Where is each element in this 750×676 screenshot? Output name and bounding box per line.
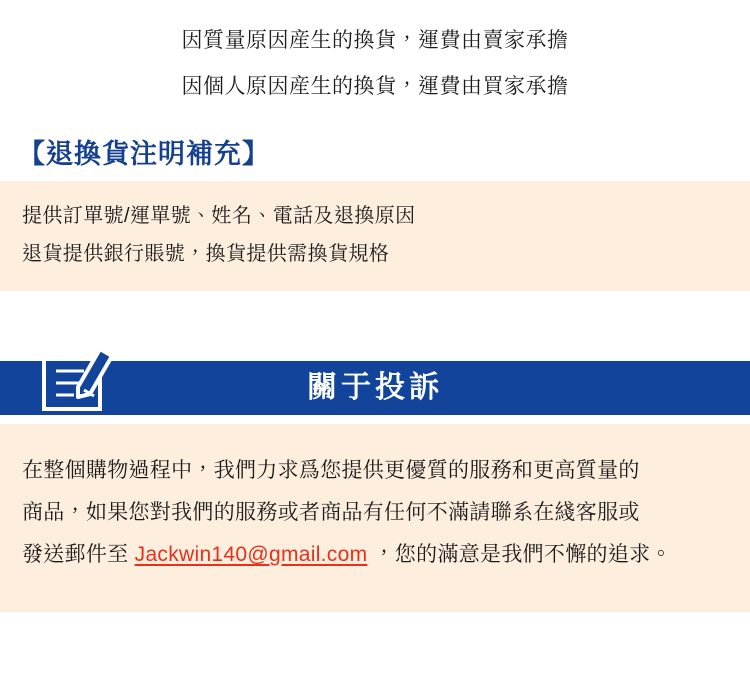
- policy-line-personal: 因個人原因産生的換貨，運費由買家承擔: [181, 75, 569, 98]
- closing-line-3: [22, 534, 728, 576]
- policy-line-quality: 因質量原因産生的換貨，運費由賣家承擔: [181, 29, 569, 52]
- complaint-banner-title: 關于投訴: [307, 371, 443, 404]
- return-note-line-bank: 退貨提供銀行賬號，換貨提供需換貨規格: [22, 243, 390, 265]
- closing-message-box: [0, 424, 750, 612]
- closing-line-2: 商品，如果您對我們的服務或者商品有任何不滿請聯系在綫客服或: [22, 501, 640, 524]
- closing-line-3-suffix: ，您的滿意是我們不懈的追求。: [373, 543, 672, 566]
- closing-line-3-prefix: 發送郵件至: [22, 543, 129, 566]
- complaint-banner: [0, 339, 750, 415]
- return-note-box: [0, 181, 750, 291]
- return-note-line-info: 提供訂單號/運單號、姓名、電話及退換原因: [22, 205, 416, 227]
- return-note-heading: 【退換貨注明補充】: [18, 139, 270, 169]
- contact-email-link[interactable]: Jackwin140@gmail.com: [134, 543, 368, 566]
- pencil-note-icon: [38, 339, 116, 415]
- closing-line-1: 在整個購物過程中，我們力求爲您提供更優質的服務和更高質量的: [22, 459, 640, 482]
- policy-lines: [0, 0, 750, 110]
